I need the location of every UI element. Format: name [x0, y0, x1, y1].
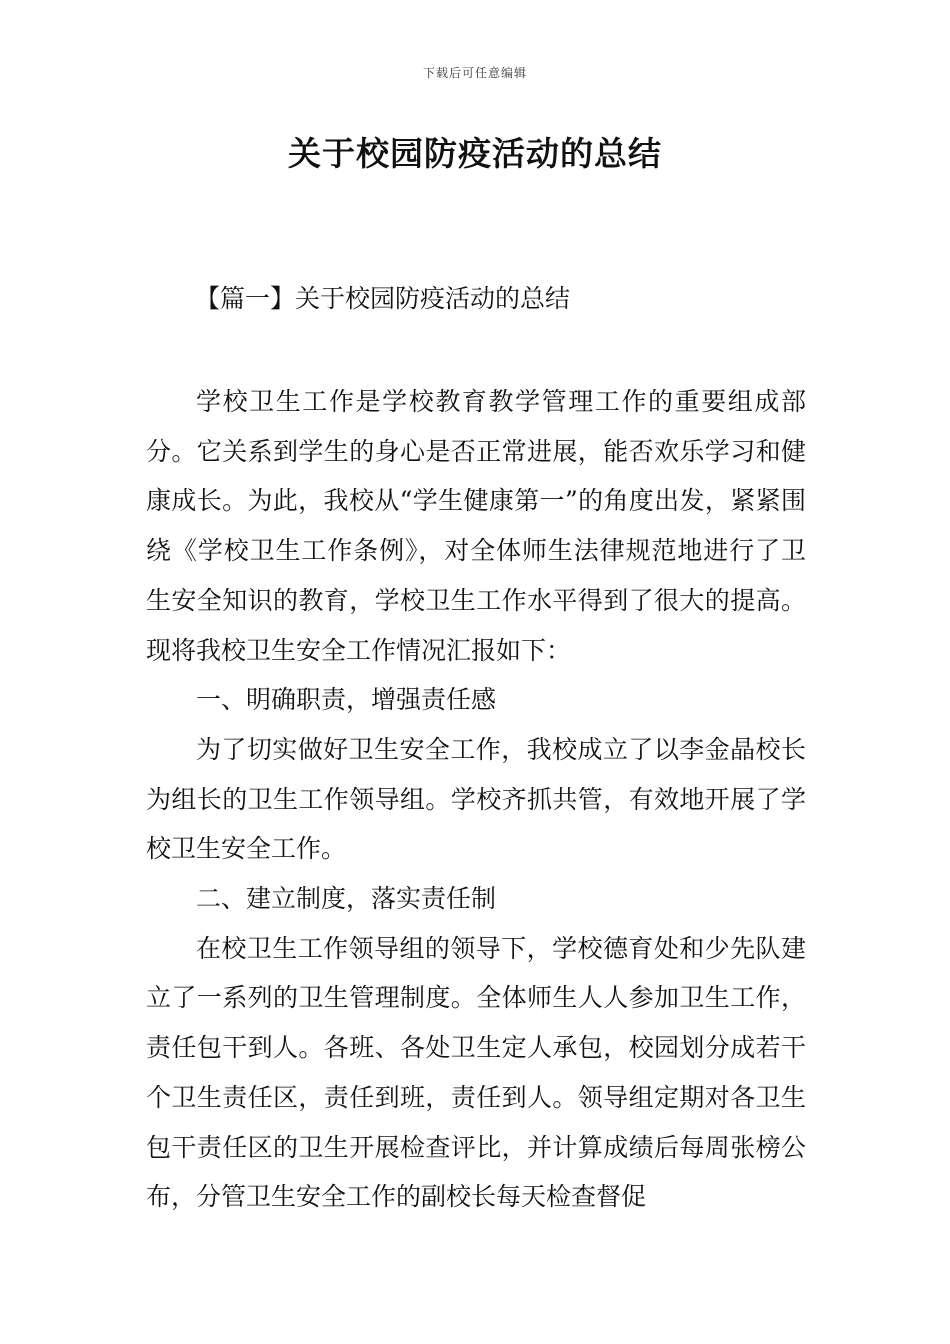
subheading-responsibility: 一、明确职责，增强责任感	[196, 685, 497, 715]
document-body	[146, 377, 806, 1222]
paragraph-intro: 学校卫生工作是学校教育教学管理工作的重要组成部分。它关系到学生的身心是否正常进展，能否欢乐学习和健康成长。为此，我校从“学生健康第一”的角度出发，紧紧围绕《学校卫生工作条例》，对全体师生法律规范地进行了卫生安全知识的教育，学校卫生工作水平得到了很大的提高。现将我校卫生安全工作情况汇报如下：	[146, 387, 806, 665]
header-note: 下载后可任意编辑	[422, 66, 527, 80]
subheading-system: 二、建立制度，落实责任制	[196, 884, 497, 914]
section-heading: 【篇一】关于校园防疫活动的总结	[195, 284, 571, 313]
paragraph-management-system: 在校卫生工作领导组的领导下，学校德育处和少先队建立了一系列的卫生管理制度。全体师生人人参加卫生工作，责任包干到人。各班、各处卫生定人承包，校园划分成若干个卫生责任区，责任到班，责任到人。领导组定期对各卫生包干责任区的卫生开展检查评比，并计算成绩后每周张榜公布，分管卫生安全工作的副校长每天检查督促	[146, 933, 806, 1212]
document-title: 关于校园防疫活动的总结	[288, 134, 662, 173]
paragraph-leadership-group: 为了切实做好卫生安全工作，我校成立了以李金晶校长为组长的卫生工作领导组。学校齐抓共管，有效地开展了学校卫生安全工作。	[146, 734, 806, 864]
